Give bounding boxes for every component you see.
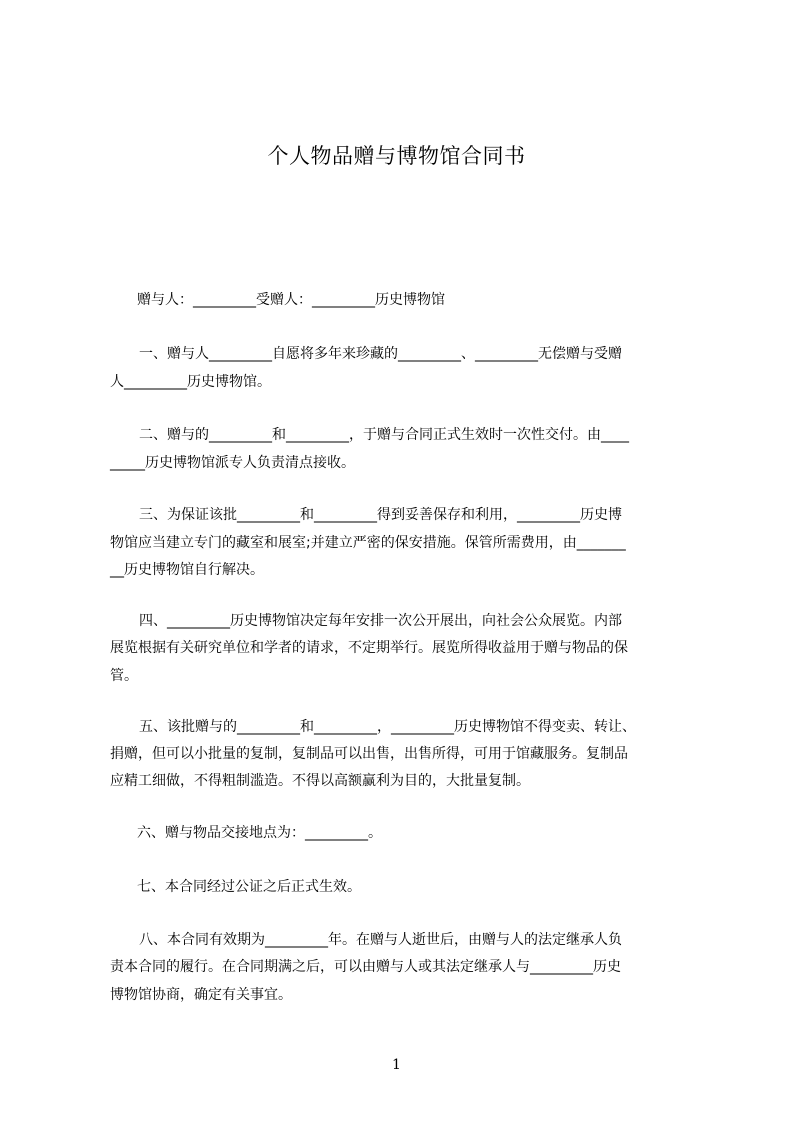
- page-number: 1: [392, 1057, 401, 1073]
- clause-8-line-1: 八、本合同有效期为_________年。在赠与人逝世后，由赠与人的法定继承人负: [139, 932, 622, 948]
- document-title: 个人物品赠与博物馆合同书: [267, 144, 526, 168]
- clause-5-line-3: 应精工细做，不得粗制滥造。不得以高额赢利为目的，大批量复制。: [110, 773, 530, 789]
- parties-line: 赠与人：_________受赠人：_________历史博物馆: [137, 292, 445, 308]
- clause-4-line-1: 四、_________历史博物馆决定每年安排一次公开展出，向社会公众展览。内部: [139, 613, 622, 629]
- clause-8-line-3: 博物馆协商，确定有关事宜。: [110, 987, 292, 1003]
- clause-4-line-2: 展览根据有关研究单位和学者的请求，不定期举行。展览所得收益用于赠与物品的保: [110, 640, 628, 656]
- clause-2-line-2: _____历史博物馆派专人负责清点接收。: [110, 455, 355, 471]
- clause-8-line-2: 责本合同的履行。在合同期满之后，可以由赠与人或其法定继承人与_________历史: [110, 959, 621, 975]
- clause-1-line-2: 人_________历史博物馆。: [110, 374, 271, 390]
- clause-1-line-1: 一、赠与人_________自愿将多年来珍藏的_________、_________无偿赠与受赠: [139, 346, 622, 362]
- clause-3-line-2: 物馆应当建立专门的藏室和展室;并建立严密的保安措施。保管所需费用，由_______: [110, 535, 626, 551]
- clause-3-line-1: 三、为保证该批_________和_________得到妥善保存和利用，_________历史博: [139, 507, 622, 523]
- clause-2-line-1: 二、赠与的_________和_________，于赠与合同正式生效时一次性交付。由____: [139, 427, 629, 443]
- clause-4-line-3: 管。: [110, 668, 138, 684]
- clause-5-line-1: 五、该批赠与的_________和_________，_________历史博物馆不得变卖、转让、: [139, 719, 636, 735]
- clause-5-line-2: 捐赠，但可以小批量的复制，复制品可以出售，出售所得，可用于馆藏服务。复制品: [110, 746, 628, 762]
- clause-6-line-1: 六、赠与物品交接地点为：_________。: [137, 825, 382, 841]
- clause-3-line-3: __历史博物馆自行解决。: [110, 562, 264, 578]
- clause-7-line-1: 七、本合同经过公证之后正式生效。: [137, 879, 361, 895]
